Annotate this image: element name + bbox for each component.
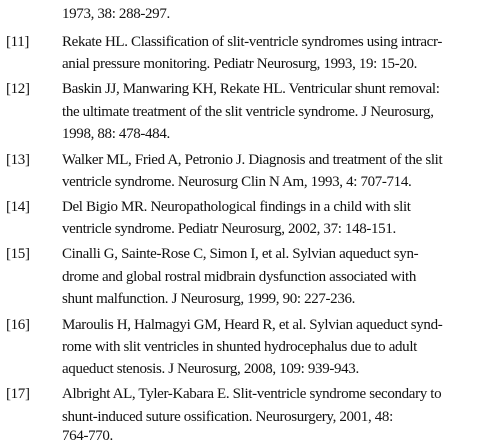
reference-line: Cinalli G, Sainte-Rose C, Simon I, et al. Sylvian aqueduct syn- bbox=[62, 246, 419, 262]
reference-line: Maroulis H, Halmagyi GM, Heard R, et al. Sylvian aqueduct synd- bbox=[62, 317, 443, 333]
reference-line: shunt malfunction. J Neurosurg, 1999, 90: 227-236. bbox=[62, 291, 356, 307]
reference-line: drome and global rostral midbrain dysfunction associated with bbox=[62, 269, 416, 285]
reference-line: Del Bigio MR. Neuropathological findings in a child with slit bbox=[62, 199, 411, 215]
reference-number: [16] bbox=[6, 317, 30, 333]
reference-line: aqueduct stenosis. J Neurosurg, 2008, 109: 939-943. bbox=[62, 361, 359, 377]
reference-line: 764-770. bbox=[62, 428, 113, 444]
reference-line: Albright AL, Tyler-Kabara E. Slit-ventricle syndrome secondary to bbox=[62, 386, 442, 402]
reference-number: [12] bbox=[6, 81, 30, 97]
reference-number: [15] bbox=[6, 246, 30, 262]
reference-line: the ultimate treatment of the slit ventricle syndrome. J Neurosurg, bbox=[62, 104, 434, 120]
reference-line: 1998, 88: 478-484. bbox=[62, 126, 170, 142]
reference-line: anial pressure monitoring. Pediatr Neurosurg, 1993, 19: 15-20. bbox=[62, 56, 418, 72]
reference-line: ventricle syndrome. Neurosurg Clin N Am, 1993, 4: 707-714. bbox=[62, 174, 412, 190]
reference-line: rome with slit ventricles in shunted hydrocephalus due to adult bbox=[62, 339, 417, 355]
reference-number: [13] bbox=[6, 152, 30, 168]
reference-number: [14] bbox=[6, 199, 30, 215]
reference-line: shunt-induced suture ossification. Neurosurgery, 2001, 48: bbox=[62, 409, 393, 425]
reference-number: [17] bbox=[6, 386, 30, 402]
reference-line: Walker ML, Fried A, Petronio J. Diagnosis and treatment of the slit bbox=[62, 152, 443, 168]
reference-number: [11] bbox=[6, 34, 30, 50]
reference-line: Rekate HL. Classification of slit-ventricle syndromes using intracr- bbox=[62, 34, 442, 50]
reference-line: ventricle syndrome. Pediatr Neurosurg, 2002, 37: 148-151. bbox=[62, 221, 396, 237]
reference-line: 1973, 38: 288-297. bbox=[62, 6, 170, 22]
reference-line: Baskin JJ, Manwaring KH, Rekate HL. Ventricular shunt removal: bbox=[62, 81, 440, 97]
